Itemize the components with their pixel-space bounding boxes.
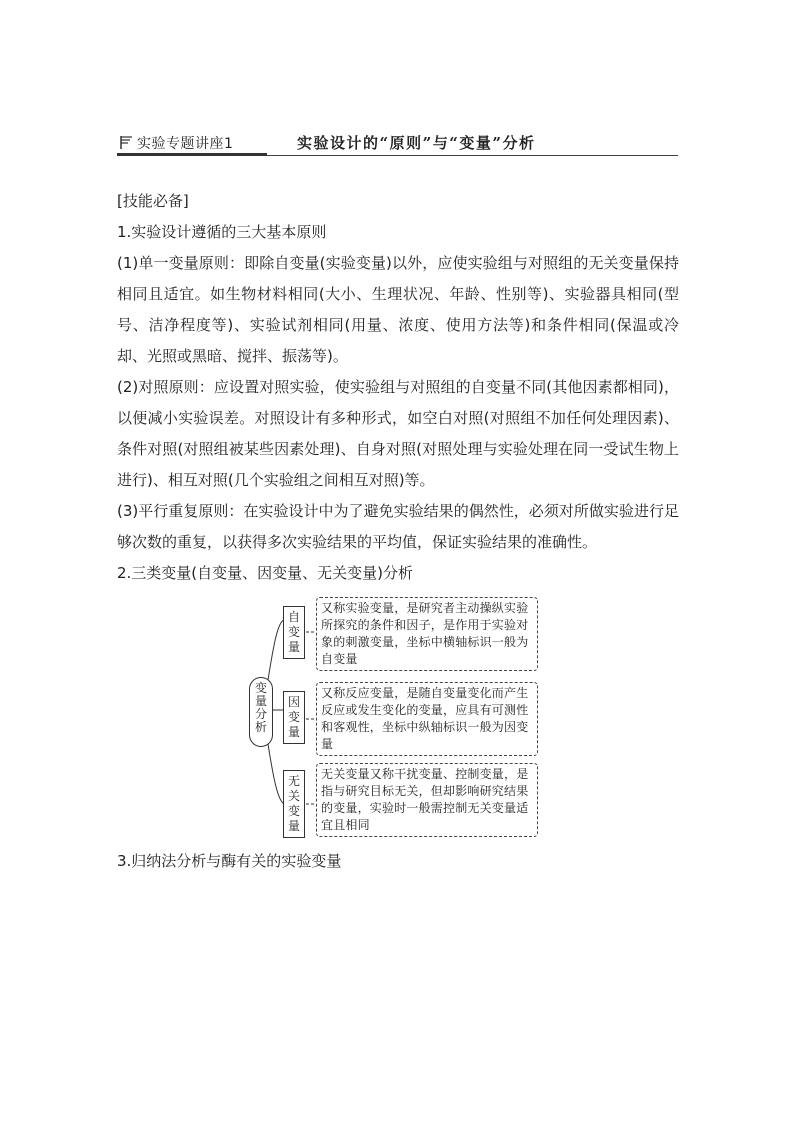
- paragraph-control: (2)对照原则：应设置对照实验，使实验组与对照组的自变量不同(其他因素都相同)，以便减小实验误差。对照设计有多种形式，如空白对照(对照组不加任何处理因素)、条件对照(对照组被某些因素处理)、自身对照(对照处理与实验处理在同一受试生物上进行)、相互对照(几个实验组之间相互对照)等。: [117, 378, 679, 489]
- node-dependent-variable: 因变量: [283, 691, 305, 744]
- flag-icon: [119, 135, 133, 149]
- node-independent-variable: 自变量: [283, 606, 305, 659]
- desc-irrelevant-variable: 无关变量又称干扰变量、控制变量，是指与研究目标无关，但却影响研究结果的变量，实验时一般需控制无关变量适宜且相同: [316, 763, 538, 837]
- lecture-series-label: 实验专题讲座1: [137, 136, 234, 152]
- heading-enzyme-variables: 3.归纳法分析与酶有关的实验变量: [117, 852, 342, 870]
- lecture-header: [117, 131, 678, 156]
- section-bottom: [117, 846, 679, 877]
- paragraph-repetition: (3)平行重复原则：在实验设计中为了避免实验结果的偶然性，必须对所做实验进行足够次数的重复，以获得多次实验结果的平均值，保证实验结果的准确性。: [117, 502, 679, 551]
- heading-variables: 2.三类变量(自变量、因变量、无关变量)分析: [117, 564, 414, 582]
- center-node-variable-analysis: 变量分析: [249, 677, 273, 747]
- variable-analysis-diagram: [248, 592, 548, 838]
- series-underline: [117, 153, 267, 156]
- section-top: [117, 186, 679, 589]
- node-irrelevant-variable: 无关变量: [283, 770, 305, 838]
- heading-principles: 1.实验设计遵循的三大基本原则: [117, 223, 327, 241]
- desc-independent-variable: 又称实验变量，是研究者主动操纵实验所探究的条件和因子，是作用于实验对象的刺激变量，坐标中横轴标识一般为自变量: [316, 597, 538, 671]
- paragraph-single-variable: (1)单一变量原则：即除自变量(实验变量)以外，应使实验组与对照组的无关变量保持相同且适宜。如生物材料相同(大小、生理状况、年龄、性别等)、实验器具相同(型号、洁净程度等)、实验试剂相同(用量、浓度、使用方法等)和条件相同(保温或冷却、光照或黑暗、搅拌、振荡等)。: [117, 254, 679, 365]
- page-title: 实验设计的“原则”与“变量”分析: [297, 134, 536, 152]
- section-label: [技能必备]: [117, 192, 189, 210]
- desc-dependent-variable: 又称反应变量，是随自变量变化而产生反应或发生变化的变量，应具有可测性和客观性，坐标中纵轴标识一般为因变量: [316, 682, 538, 756]
